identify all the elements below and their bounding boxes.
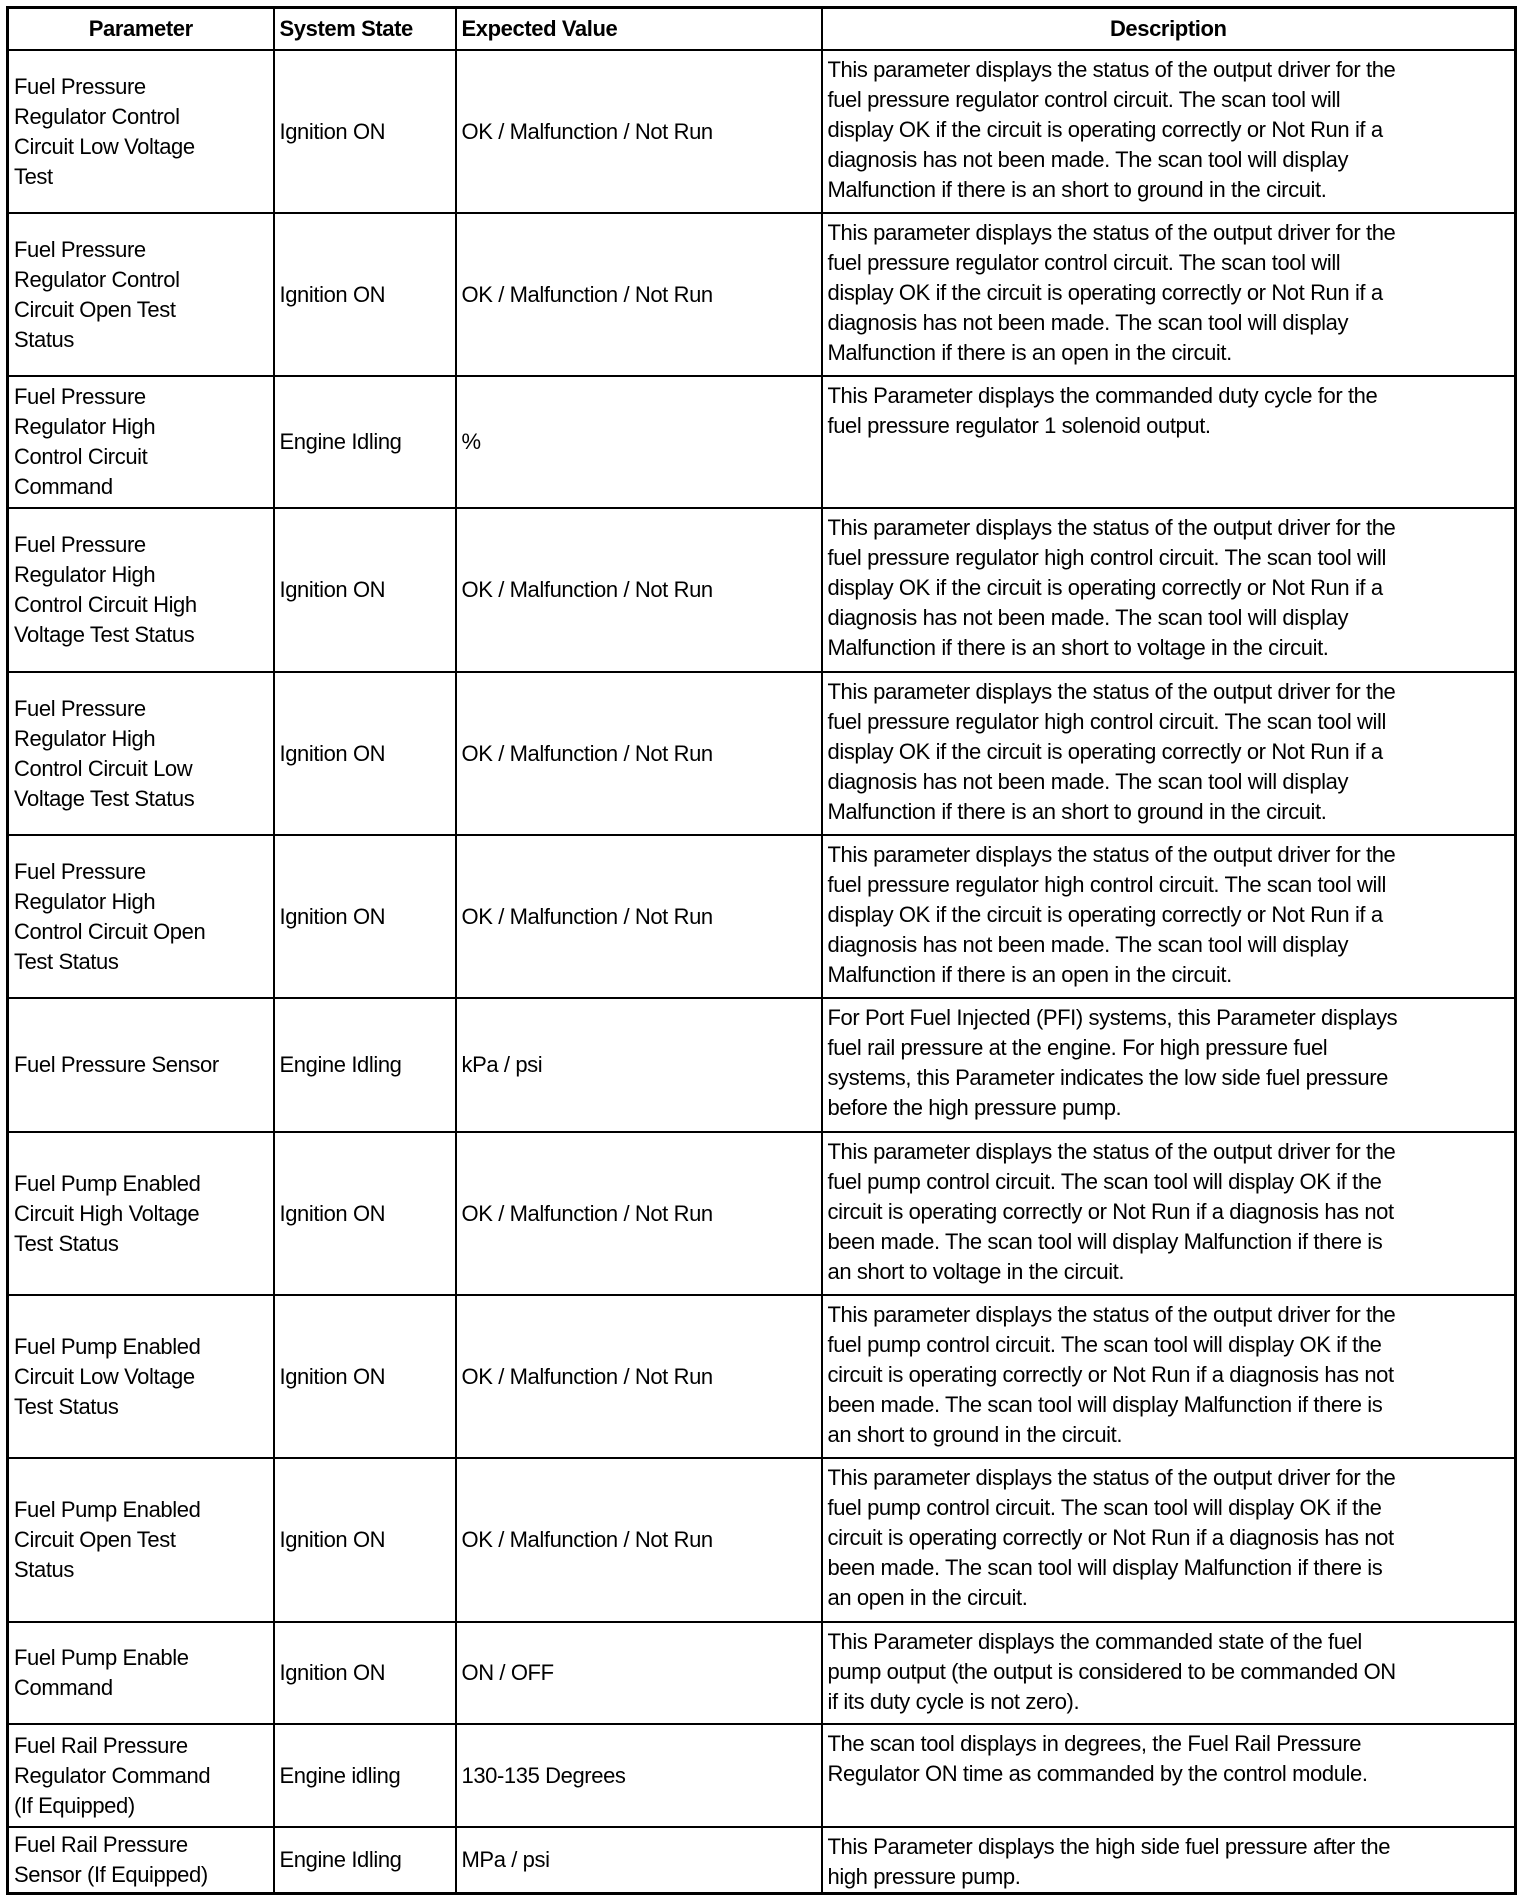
parameter-cell: Fuel Pump Enabled Circuit Low Voltage Test Status <box>8 1295 274 1458</box>
parameter-cell: Fuel Pump Enable Command <box>8 1622 274 1724</box>
description-cell: This parameter displays the status of the output driver for the fuel pressure regulator control circuit. The scan tool will display OK if the circuit is operating correctly or Not Run if a diagnosis has not been made. The scan tool will display Malfunction if there is an short to ground in the circuit. <box>822 50 1516 213</box>
description-cell: This Parameter displays the commanded state of the fuel pump output (the output is considered to be commanded ON if its duty cycle is not zero). <box>822 1622 1516 1724</box>
system-state-cell: Ignition ON <box>274 50 456 213</box>
expected-value-cell: 130-135 Degrees <box>456 1724 822 1827</box>
table-row <box>8 1827 1516 1894</box>
header-parameter: Parameter <box>8 8 274 51</box>
table-row <box>8 998 1516 1132</box>
header-description: Description <box>822 8 1516 51</box>
system-state-cell: Ignition ON <box>274 1132 456 1295</box>
description-cell: This parameter displays the status of the output driver for the fuel pump control circuit. The scan tool will display OK if the circuit is operating correctly or Not Run if a diagnosis has not been made. The scan tool will display Malfunction if there is an short to voltage in the circuit. <box>822 1132 1516 1295</box>
expected-value-cell: OK / Malfunction / Not Run <box>456 50 822 213</box>
parameter-cell: Fuel Pressure Regulator High Control Circuit Command <box>8 376 274 508</box>
table-row <box>8 1622 1516 1724</box>
parameter-cell: Fuel Pressure Regulator High Control Circuit High Voltage Test Status <box>8 508 274 672</box>
system-state-cell: Ignition ON <box>274 1458 456 1622</box>
description-cell: This parameter displays the status of the output driver for the fuel pressure regulator high control circuit. The scan tool will display OK if the circuit is operating correctly or Not Run if a diagnosis has not been made. The scan tool will display Malfunction if there is an short to ground in the circuit. <box>822 672 1516 835</box>
table-row <box>8 672 1516 835</box>
expected-value-cell: OK / Malfunction / Not Run <box>456 213 822 376</box>
system-state-cell: Ignition ON <box>274 508 456 672</box>
parameter-cell: Fuel Rail Pressure Sensor (If Equipped) <box>8 1827 274 1894</box>
description-cell: This parameter displays the status of the output driver for the fuel pressure regulator control circuit. The scan tool will display OK if the circuit is operating correctly or Not Run if a diagnosis has not been made. The scan tool will display Malfunction if there is an open in the circuit. <box>822 213 1516 376</box>
system-state-cell: Engine Idling <box>274 376 456 508</box>
description-cell: This Parameter displays the high side fuel pressure after the high pressure pump. <box>822 1827 1516 1894</box>
expected-value-cell: OK / Malfunction / Not Run <box>456 1458 822 1622</box>
table-row <box>8 50 1516 213</box>
expected-value-cell: MPa / psi <box>456 1827 822 1894</box>
parameter-cell: Fuel Pressure Regulator Control Circuit Low Voltage Test <box>8 50 274 213</box>
parameter-cell: Fuel Pump Enabled Circuit High Voltage Test Status <box>8 1132 274 1295</box>
system-state-cell: Ignition ON <box>274 213 456 376</box>
table-row <box>8 1724 1516 1827</box>
expected-value-cell: kPa / psi <box>456 998 822 1132</box>
table-row <box>8 1132 1516 1295</box>
system-state-cell: Ignition ON <box>274 1622 456 1724</box>
table-row <box>8 213 1516 376</box>
table-row <box>8 376 1516 508</box>
parameter-table <box>6 6 1517 1895</box>
parameter-cell: Fuel Pressure Regulator Control Circuit Open Test Status <box>8 213 274 376</box>
parameter-cell: Fuel Rail Pressure Regulator Command (If Equipped) <box>8 1724 274 1827</box>
expected-value-cell: OK / Malfunction / Not Run <box>456 672 822 835</box>
table-row <box>8 1458 1516 1622</box>
parameter-cell: Fuel Pressure Regulator High Control Circuit Low Voltage Test Status <box>8 672 274 835</box>
description-cell: This parameter displays the status of the output driver for the fuel pressure regulator high control circuit. The scan tool will display OK if the circuit is operating correctly or Not Run if a diagnosis has not been made. The scan tool will display Malfunction if there is an open in the circuit. <box>822 835 1516 998</box>
description-cell: This parameter displays the status of the output driver for the fuel pressure regulator high control circuit. The scan tool will display OK if the circuit is operating correctly or Not Run if a diagnosis has not been made. The scan tool will display Malfunction if there is an short to voltage in the circuit. <box>822 508 1516 672</box>
parameter-cell: Fuel Pressure Sensor <box>8 998 274 1132</box>
system-state-cell: Engine Idling <box>274 1827 456 1894</box>
expected-value-cell: OK / Malfunction / Not Run <box>456 1132 822 1295</box>
table-row <box>8 508 1516 672</box>
header-system-state: System State <box>274 8 456 51</box>
system-state-cell: Engine Idling <box>274 998 456 1132</box>
system-state-cell: Ignition ON <box>274 835 456 998</box>
expected-value-cell: OK / Malfunction / Not Run <box>456 508 822 672</box>
description-cell: The scan tool displays in degrees, the Fuel Rail Pressure Regulator ON time as commanded by the control module. <box>822 1724 1516 1827</box>
table-row <box>8 835 1516 998</box>
expected-value-cell: % <box>456 376 822 508</box>
expected-value-cell: ON / OFF <box>456 1622 822 1724</box>
description-cell: For Port Fuel Injected (PFI) systems, this Parameter displays fuel rail pressure at the engine. For high pressure fuel systems, this Parameter indicates the low side fuel pressure before the high pressure pump. <box>822 998 1516 1132</box>
system-state-cell: Ignition ON <box>274 1295 456 1458</box>
expected-value-cell: OK / Malfunction / Not Run <box>456 1295 822 1458</box>
description-cell: This parameter displays the status of the output driver for the fuel pump control circuit. The scan tool will display OK if the circuit is operating correctly or Not Run if a diagnosis has not been made. The scan tool will display Malfunction if there is an short to ground in the circuit. <box>822 1295 1516 1458</box>
table-row <box>8 1295 1516 1458</box>
system-state-cell: Ignition ON <box>274 672 456 835</box>
expected-value-cell: OK / Malfunction / Not Run <box>456 835 822 998</box>
description-cell: This Parameter displays the commanded duty cycle for the fuel pressure regulator 1 solenoid output. <box>822 376 1516 508</box>
parameter-cell: Fuel Pressure Regulator High Control Circuit Open Test Status <box>8 835 274 998</box>
system-state-cell: Engine idling <box>274 1724 456 1827</box>
header-expected-value: Expected Value <box>456 8 822 51</box>
description-cell: This parameter displays the status of the output driver for the fuel pump control circuit. The scan tool will display OK if the circuit is operating correctly or Not Run if a diagnosis has not been made. The scan tool will display Malfunction if there is an open in the circuit. <box>822 1458 1516 1622</box>
parameter-cell: Fuel Pump Enabled Circuit Open Test Status <box>8 1458 274 1622</box>
header-row <box>8 8 1516 51</box>
